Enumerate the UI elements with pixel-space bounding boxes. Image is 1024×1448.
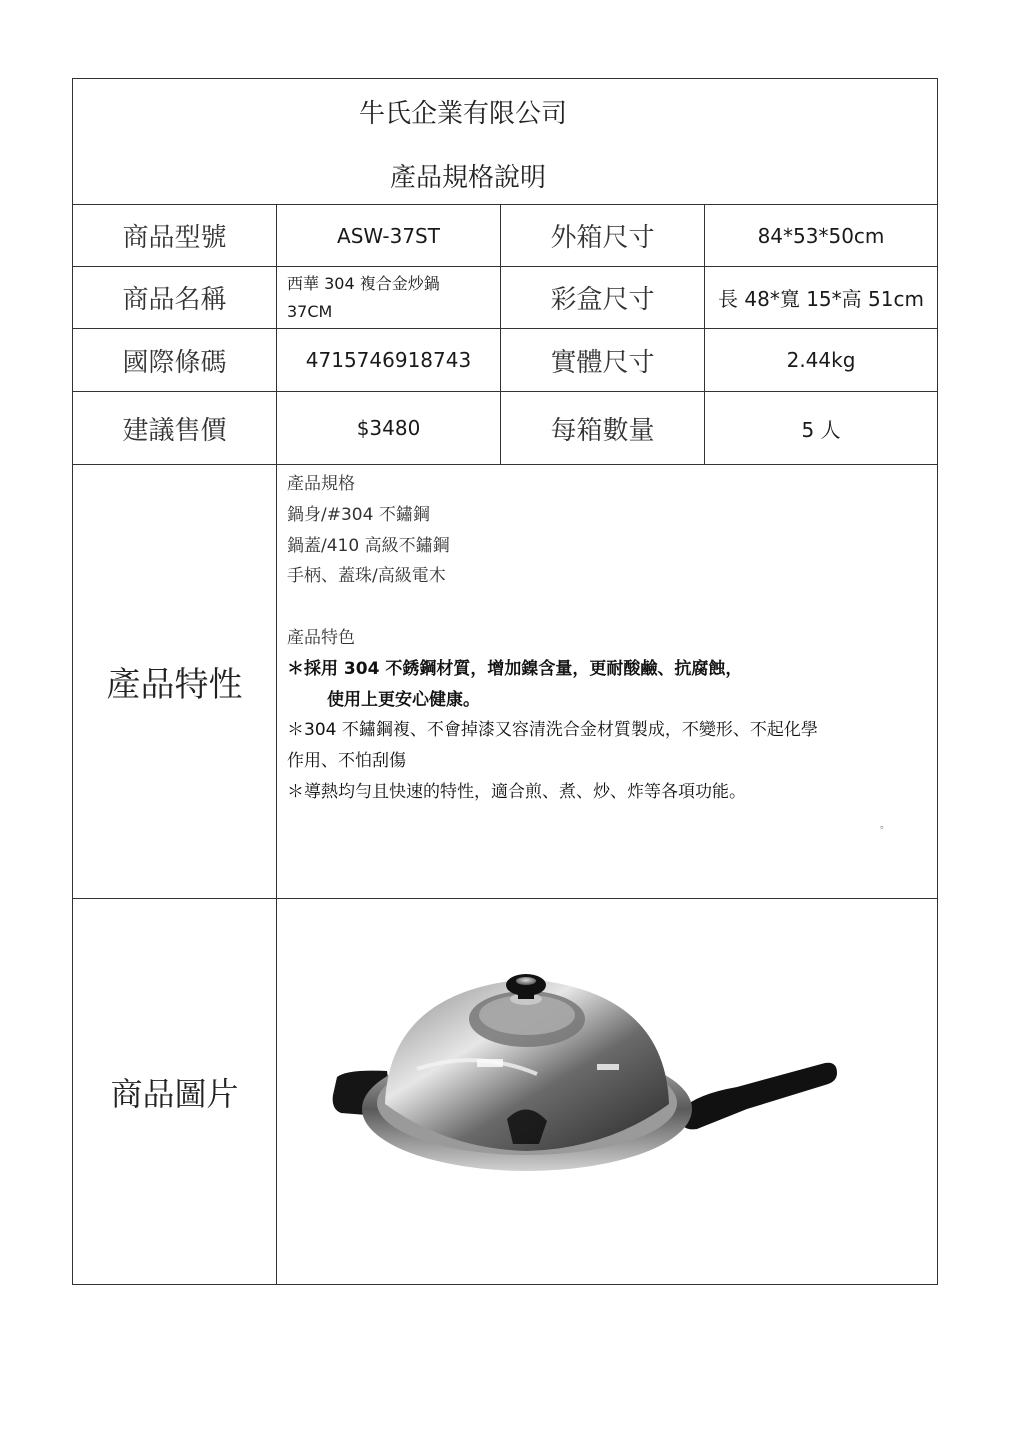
spec-row-name bbox=[73, 267, 937, 329]
value-model-number: ASW-37ST bbox=[277, 205, 501, 266]
spec-sheet bbox=[72, 78, 938, 1285]
features-row bbox=[73, 465, 937, 899]
label-carton-size: 外箱尺寸 bbox=[501, 205, 705, 266]
spec-row-barcode bbox=[73, 329, 937, 392]
document-title: 產品規格說明 bbox=[389, 163, 546, 193]
spec-line: 手柄、蓋珠/高級電木 bbox=[287, 566, 446, 587]
label-barcode: 國際條碼 bbox=[73, 329, 277, 391]
label-box-size: 彩盒尺寸 bbox=[501, 267, 705, 328]
label-product-name: 商品名稱 bbox=[73, 267, 277, 328]
product-name-line2: 37CM bbox=[287, 301, 333, 321]
label-product-features: 產品特性 bbox=[73, 465, 277, 898]
value-box-size: 長 48*寬 15*高 51cm bbox=[718, 287, 924, 311]
label-qty-per-carton: 每箱數量 bbox=[501, 392, 705, 464]
product-name-line1: 西華 304 複合金炒鍋 bbox=[287, 273, 440, 293]
feature-heading: 產品特色 bbox=[287, 627, 355, 648]
value-physical-size: 2.44kg bbox=[786, 348, 856, 372]
value-qty-per-carton: 5 人 bbox=[801, 417, 841, 442]
features-text bbox=[277, 465, 937, 898]
value-barcode: 4715746918743 bbox=[277, 329, 501, 391]
value-product-name bbox=[277, 267, 501, 328]
spacer bbox=[287, 592, 937, 623]
label-model-number: 商品型號 bbox=[73, 205, 277, 266]
value-carton-size: 84*53*50cm bbox=[757, 223, 885, 248]
feature-line: ＊導熱均勻且快速的特性，適合煎、煮、炒、炸等各項功能。 bbox=[287, 781, 746, 802]
feature-line: ＊採用 304 不銹鋼材質，增加鎳含量，更耐酸鹼、抗腐蝕， bbox=[287, 658, 743, 679]
spec-row-price bbox=[73, 392, 937, 465]
label-suggested-price: 建議售價 bbox=[73, 392, 277, 464]
title-block bbox=[73, 79, 937, 205]
picture-row bbox=[73, 899, 937, 1284]
product-image bbox=[277, 899, 937, 1284]
label-physical-size: 實體尺寸 bbox=[501, 329, 705, 391]
spec-line: 鍋身/#304 不鏽鋼 bbox=[287, 504, 430, 525]
spec-line: 鍋蓋/410 高級不鏽鋼 bbox=[287, 535, 450, 556]
feature-line: 使用上更安心健康。 bbox=[327, 689, 480, 710]
wok-icon bbox=[277, 899, 937, 1284]
spec-heading: 產品規格 bbox=[287, 474, 355, 494]
feature-line: ＊304 不鏽鋼複、不會掉漆又容清洗合金材質製成，不變形、不起化學 bbox=[287, 720, 818, 741]
company-name: 牛氏企業有限公司 bbox=[358, 99, 567, 129]
spec-row-model bbox=[73, 205, 937, 267]
trailing-mark: 。 bbox=[880, 820, 890, 831]
label-product-picture: 商品圖片 bbox=[73, 899, 277, 1284]
value-suggested-price: $3480 bbox=[277, 392, 501, 464]
feature-line: 作用、不怕刮傷 bbox=[287, 751, 406, 772]
